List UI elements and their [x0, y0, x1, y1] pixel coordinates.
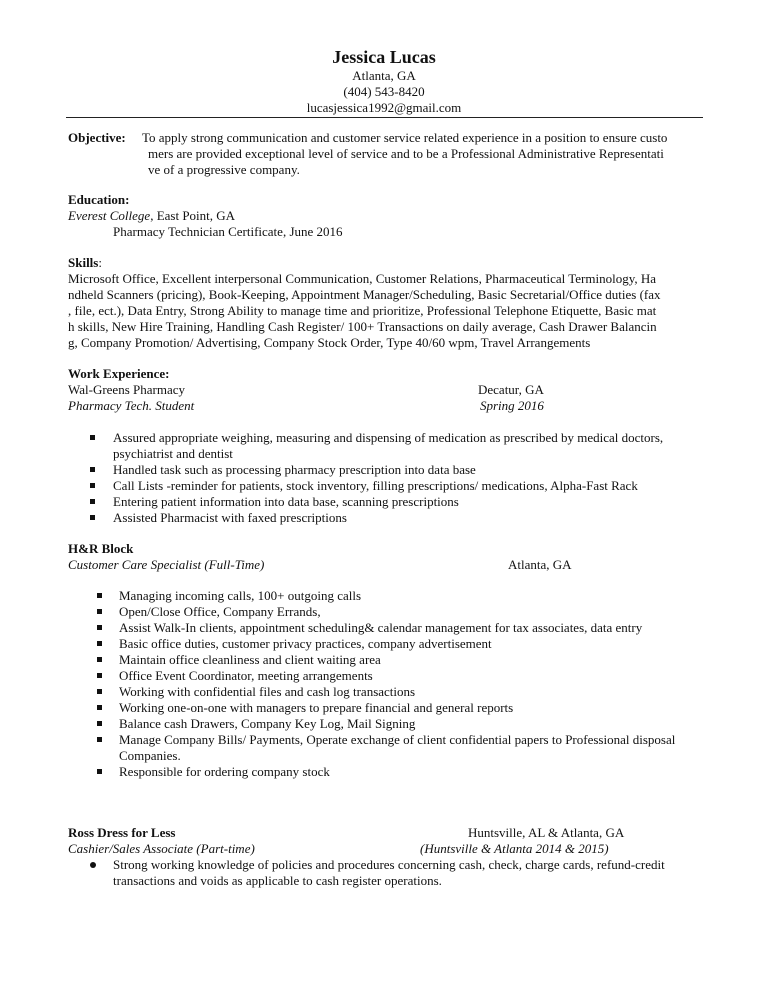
job-location: Huntsville, AL & Atlanta, GA — [468, 825, 625, 840]
education-heading: Education: — [68, 192, 130, 207]
objective-text — [142, 130, 702, 178]
bullet-icon — [97, 593, 102, 598]
work-heading: Work Experience: — [68, 366, 170, 381]
list-item: Office Event Coordinator, meeting arrangements — [68, 668, 702, 684]
skills-section — [68, 255, 702, 351]
bullet-icon — [90, 435, 95, 440]
bullet-icon — [97, 657, 102, 662]
job-dates: Spring 2016 — [480, 398, 544, 413]
job-location: Atlanta, GA — [508, 557, 572, 572]
bullet-icon — [90, 467, 95, 472]
candidate-phone: (404) 543-8420 — [343, 84, 425, 99]
education-certificate: Pharmacy Technician Certificate, June 2016 — [113, 224, 343, 239]
skills-colon: : — [98, 255, 102, 270]
job-ross — [68, 825, 702, 889]
bullet-icon — [90, 483, 95, 488]
resume-header — [0, 46, 768, 116]
list-item: Strong working knowledge of policies and procedures concerning cash, check, charge cards, refund-credit transactions and voids as applicable to cash register operations. — [68, 857, 702, 889]
skills-line: g, Company Promotion/ Advertising, Company Stock Order, Type 40/60 wpm, Travel Arrangements — [68, 335, 591, 350]
candidate-city: Atlanta, GA — [352, 68, 416, 83]
bullet-icon — [90, 515, 95, 520]
bullet-icon — [90, 499, 95, 504]
job-bullets — [68, 588, 702, 780]
bullet-icon — [90, 862, 96, 868]
list-item: Call Lists -reminder for patients, stock inventory, filling prescriptions/ medications, Alpha-Fast Rack — [68, 478, 702, 494]
list-item: Balance cash Drawers, Company Key Log, Mail Signing — [68, 716, 702, 732]
list-item: Managing incoming calls, 100+ outgoing calls — [68, 588, 702, 604]
job-bullets — [68, 430, 702, 526]
list-item: Working one-on-one with managers to prepare financial and general reports — [68, 700, 702, 716]
objective-line: To apply strong communication and customer service related experience in a position to ensure custo — [142, 130, 668, 145]
skills-line: , file, ect.), Data Entry, Strong Ability to manage time and prioritize, Professional Telephone Etiquette, Basic mat — [68, 303, 657, 318]
education-school-line — [68, 208, 702, 224]
list-item: Handled task such as processing pharmacy prescription into data base — [68, 462, 702, 478]
list-item: Entering patient information into data base, scanning prescriptions — [68, 494, 702, 510]
objective-line: ve of a progressive company. — [148, 162, 300, 177]
job-title: Pharmacy Tech. Student — [68, 398, 195, 413]
job-title-row — [68, 841, 702, 857]
job-dates: (Huntsville & Atlanta 2014 & 2015) — [420, 841, 609, 856]
list-item: Working with confidential files and cash log transactions — [68, 684, 702, 700]
objective-label: Objective: — [68, 130, 126, 145]
list-item: Open/Close Office, Company Errands, — [68, 604, 702, 620]
skills-line: h skills, New Hire Training, Handling Cash Register/ 100+ Transactions on daily average, Cash Drawer Balancin — [68, 319, 657, 334]
job-employer-row — [68, 382, 702, 398]
skills-line: Microsoft Office, Excellent interpersonal Communication, Customer Relations, Pharmaceutical Terminology, Ha — [68, 271, 657, 286]
school-name: Everest College — [68, 208, 151, 223]
education-section — [68, 192, 702, 240]
skills-heading: Skills — [68, 255, 99, 270]
bullet-icon — [97, 641, 102, 646]
bullet-icon — [97, 625, 102, 630]
bullet-icon — [97, 737, 102, 742]
bullet-icon — [97, 673, 102, 678]
bullet-icon — [97, 705, 102, 710]
job-employer: H&R Block — [68, 541, 134, 556]
school-location: , East Point, GA — [150, 208, 236, 223]
job-location: Decatur, GA — [478, 382, 544, 397]
job-title-row — [68, 398, 702, 414]
bullet-icon — [97, 769, 102, 774]
skills-heading-line — [68, 255, 702, 271]
skills-line: ndheld Scanners (pricing), Book-Keeping, Appointment Manager/Scheduling, Basic Secretarial/Office duties (fax — [68, 287, 661, 302]
list-item: Assured appropriate weighing, measuring and dispensing of medication as prescribed by medical doctors, psychiatrist and dentist — [68, 430, 702, 462]
objective-line: mers are provided exceptional level of service and to be a Professional Administrative Representati — [148, 146, 664, 161]
objective-section — [68, 130, 702, 177]
job-title: Cashier/Sales Associate (Part-time) — [68, 841, 255, 856]
candidate-name: Jessica Lucas — [332, 47, 436, 67]
bullet-icon — [97, 609, 102, 614]
job-employer-row — [68, 825, 702, 841]
header-divider — [66, 117, 703, 118]
job-title: Customer Care Specialist (Full-Time) — [68, 557, 265, 572]
list-item: Maintain office cleanliness and client waiting area — [68, 652, 702, 668]
job-employer: Wal-Greens Pharmacy — [68, 382, 185, 397]
list-item: Manage Company Bills/ Payments, Operate exchange of client confidential papers to Professional disposal Companies. — [68, 732, 702, 764]
candidate-email: lucasjessica1992@gmail.com — [306, 100, 462, 115]
list-item: Responsible for ordering company stock — [68, 764, 702, 780]
bullet-icon — [97, 721, 102, 726]
work-section — [68, 366, 702, 414]
list-item: Assist Walk-In clients, appointment scheduling& calendar management for tax associates, data entry — [68, 620, 702, 636]
job-hr-block — [68, 541, 702, 573]
job-employer: Ross Dress for Less — [68, 825, 176, 840]
bullet-icon — [97, 689, 102, 694]
job-title-row — [68, 557, 702, 573]
list-item: Assisted Pharmacist with faxed prescriptions — [68, 510, 702, 526]
list-item: Basic office duties, customer privacy practices, company advertisement — [68, 636, 702, 652]
